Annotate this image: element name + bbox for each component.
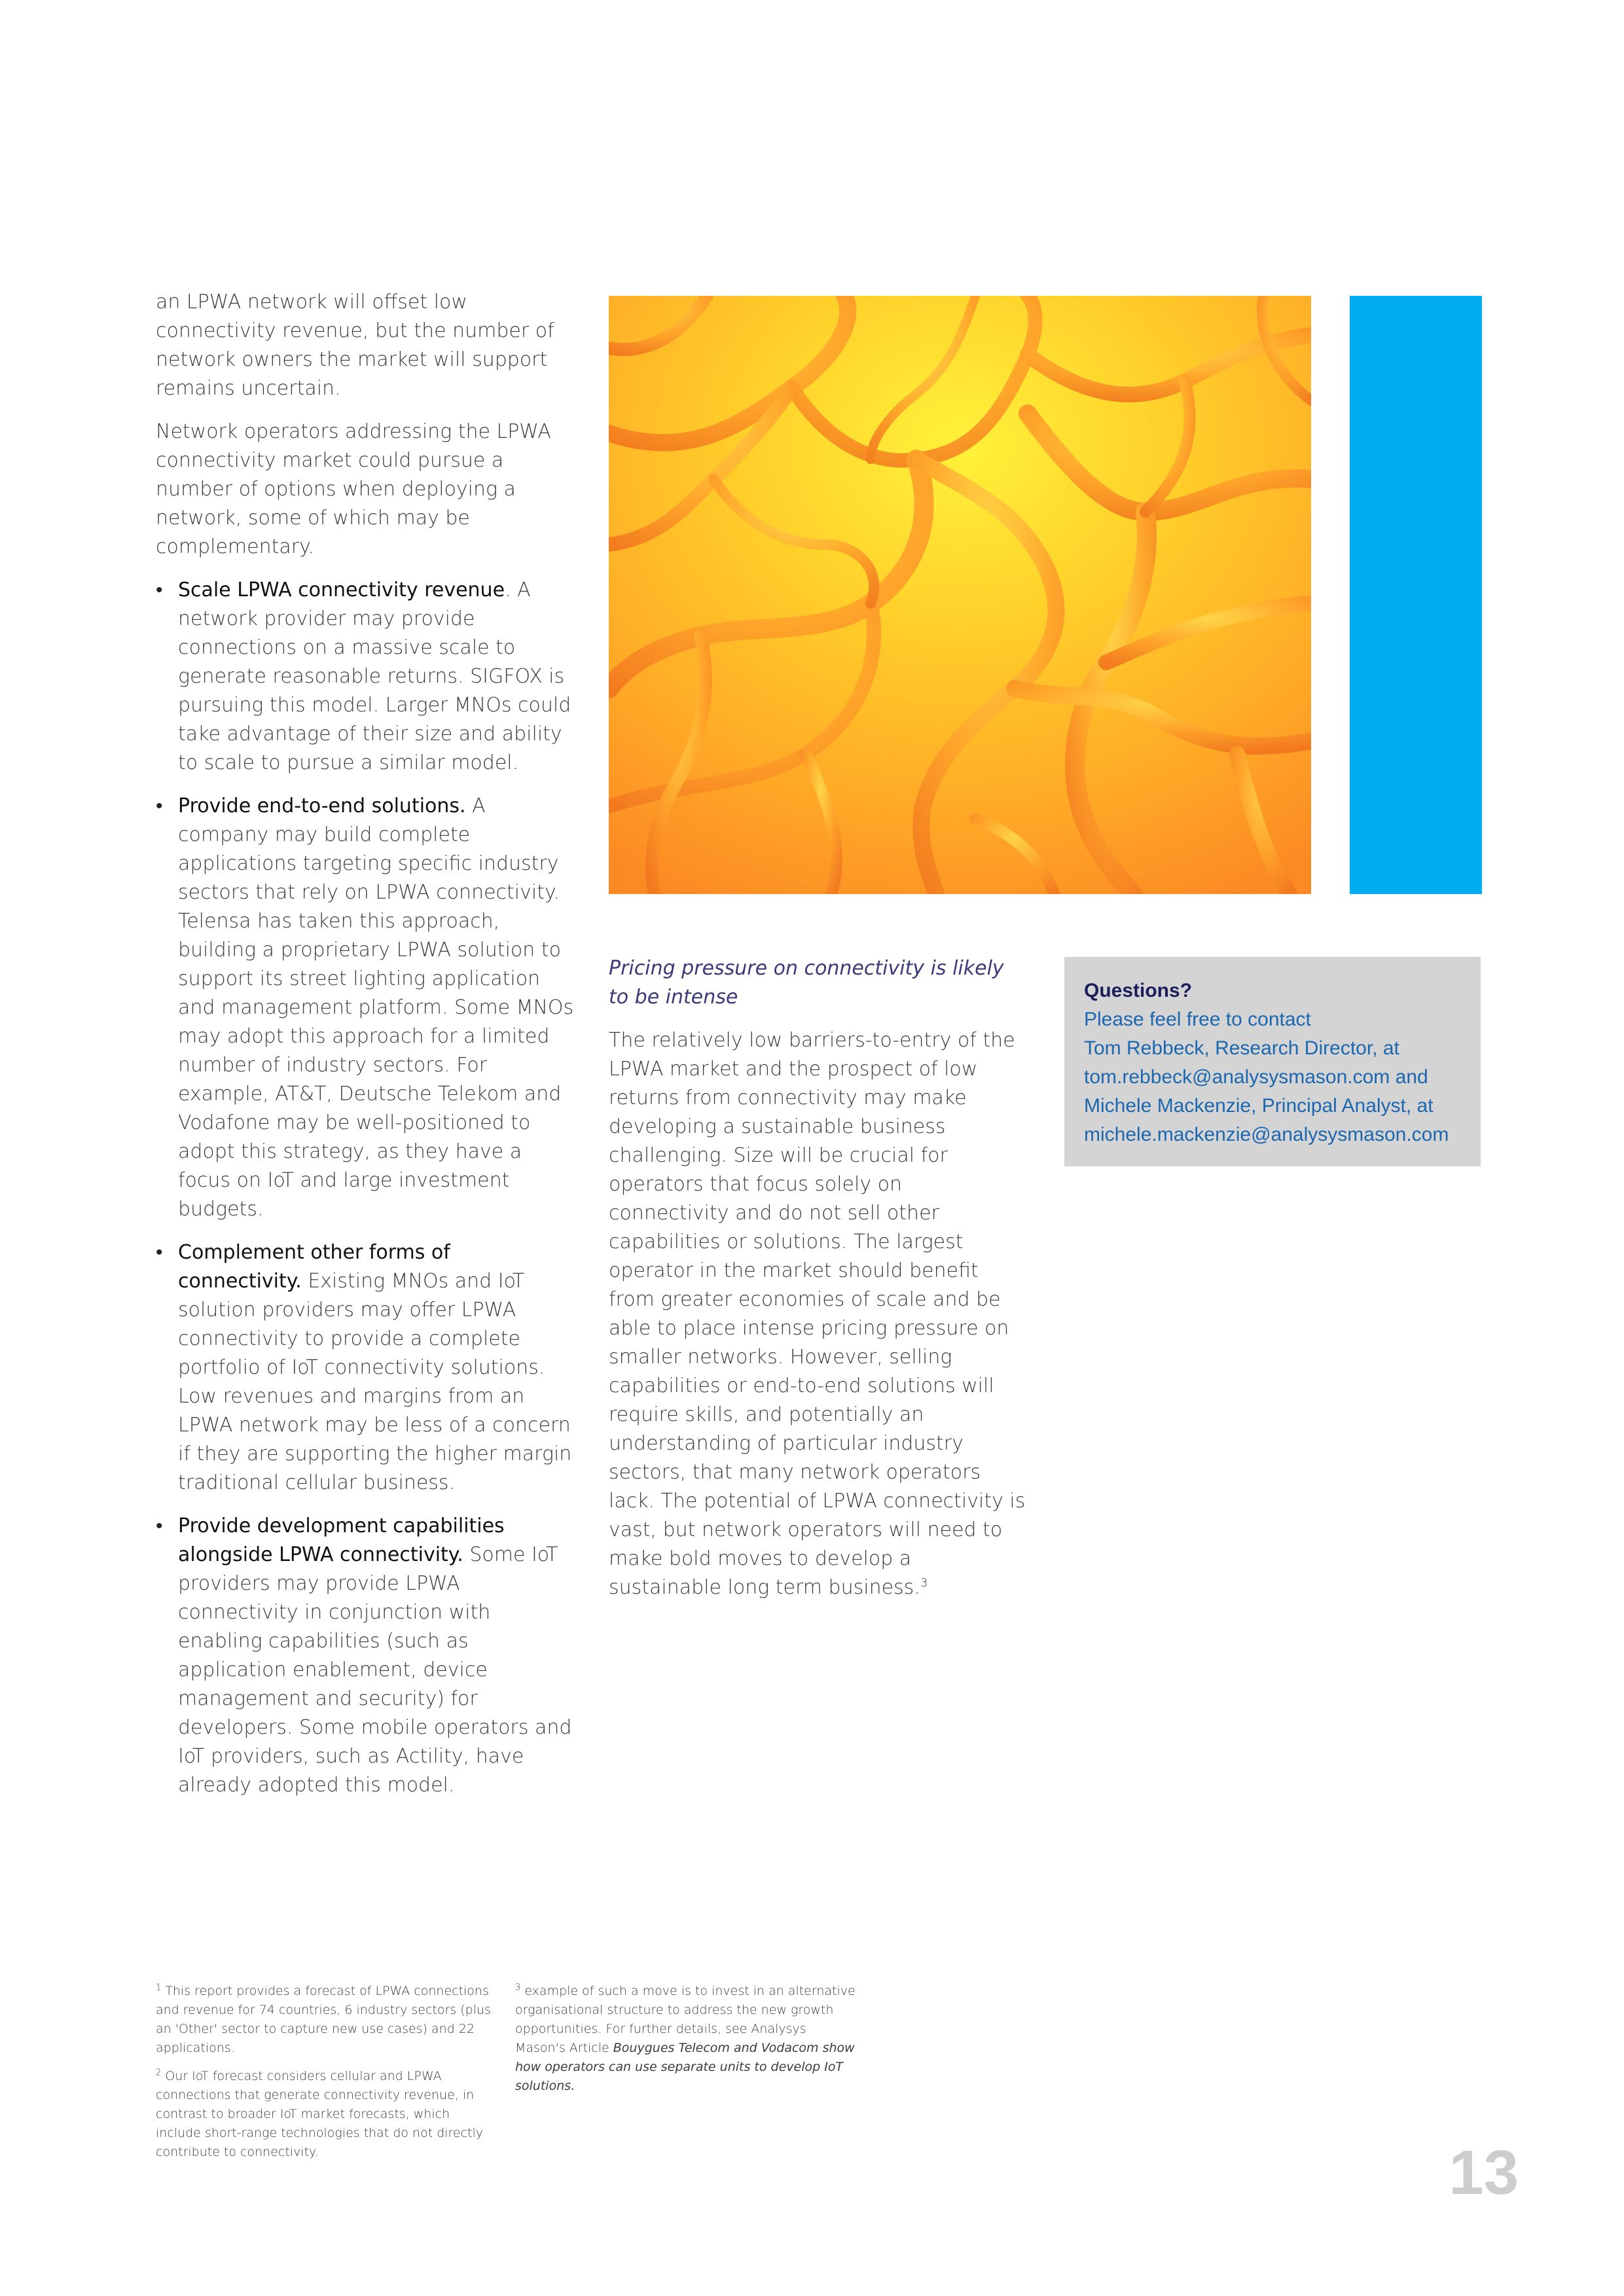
paragraph: Network operators addressing the LPWA connectivity market could pursue a number of options when deploying a network, some of which may be complementary. — [156, 420, 551, 558]
footnote-number: 3 — [515, 1982, 521, 1993]
footnote-text: example of such a move is to invest in an alternative organisational structure to address the new growth opportunities. For further details, see Analysys Mason's Article — [515, 1984, 856, 2055]
questions-box — [1064, 957, 1481, 1166]
list-item — [156, 792, 575, 1224]
accent-bar — [1350, 296, 1482, 894]
page-number: 13 — [1449, 2138, 1519, 2208]
section-subheading: Pricing pressure on connectivity is likely to be intense — [609, 957, 1004, 1009]
bullet-lead: Provide end-to-end solutions. — [178, 795, 466, 817]
list-item — [156, 576, 575, 778]
footnote — [156, 1982, 493, 2058]
bullet-text: . A network provider may provide connections on a massive scale to generate reasonable returns. SIGFOX is pursuing this model. Larger MNOs could take advantage of their size and ability to scale to pursue a similar model. — [178, 579, 571, 774]
questions-title: Questions? — [1084, 980, 1193, 1001]
bullet-lead: Scale LPWA connectivity revenue — [178, 579, 505, 601]
middle-column — [609, 954, 1028, 1602]
contact-line: Michele Mackenzie, Principal Analyst, at — [1084, 1095, 1434, 1117]
footnote-ref[interactable]: 3 — [920, 1576, 928, 1590]
contact-line: Please feel free to contact — [1084, 1009, 1311, 1030]
paragraph: an LPWA network will offset low connectivity revenue, but the number of network owners the market will support remains uncertain. — [156, 291, 554, 400]
footnote-text: Our IoT forecast considers cellular and LPWA connections that generate connectivity revenue, in contrast to broader IoT market forecasts, which include short-range technologies that do not directly contribute to connectivity. — [156, 2069, 484, 2159]
hero-image — [609, 296, 1311, 894]
paragraph — [609, 1026, 1028, 1602]
footnotes-right — [515, 1982, 856, 2105]
list-item — [156, 1238, 575, 1498]
footnotes-left — [156, 1982, 493, 2171]
paragraph-text: The relatively low barriers-to-entry of the LPWA market and the prospect of low returns from connectivity may make developing a sustainable business challenging. Size will be crucial for operators that focus solely on connectivity and do not sell other capabilities or solutions. The largest operator in the market should benefit from greater economies of scale and be able to place intense pricing pressure on smaller networks. However, selling capabilities or end-to-end solutions will require skills, and potentially an understanding of particular industry sectors, that many network operators lack. The potential of LPWA connectivity is vast, but network operators will need to make bold moves to develop a sustainable long term business. — [609, 1029, 1026, 1599]
bullet-text: A company may build complete applications targeting specific industry sectors that rely on LPWA connectivity. Telensa has taken this approach, building a proprietary LPWA solution to support its street lighting application and management platform. Some MNOs may adopt this approach for a limited number of industry sectors. For example, AT&T, Deutsche Telekom and Vodafone may be well-positioned to adopt this strategy, as they have a focus on IoT and large investment budgets. — [178, 795, 574, 1221]
bullet-text: Some IoT providers may provide LPWA connectivity in conjunction with enabling capabilities (such as application enablement, device management and security) for developers. Some mobile operators and IoT providers, such as Actility, have already adopted this model. — [178, 1543, 572, 1797]
left-column — [156, 288, 575, 1814]
contact-email-link[interactable]: michele.mackenzie@analysysmason.com — [1084, 1124, 1449, 1145]
list-item — [156, 1512, 575, 1800]
footnote — [515, 1982, 856, 2096]
footnote-number: 2 — [156, 2068, 162, 2078]
article-title: Bouygues Telecom and Vodacom show how operators can use separate units to develop IoT solutions. — [515, 2041, 855, 2093]
bullet-text: Existing MNOs and IoT solution providers may offer LPWA connectivity to provide a complete portfolio of IoT connectivity solutions. Low revenues and margins from an LPWA network may be less of a concern if they are supporting the higher margin traditional cellular business. — [178, 1270, 572, 1494]
options-list — [156, 576, 575, 1800]
footnote — [156, 2067, 493, 2162]
bullet-lead: Provide development capabilities alongside LPWA connectivity. — [178, 1515, 505, 1566]
bullet-lead: Complement other forms of connectivity. — [178, 1241, 450, 1293]
footnote-number: 1 — [156, 1982, 162, 1993]
contact-line: Tom Rebbeck, Research Director, at — [1084, 1037, 1399, 1059]
footnote-text: This report provides a forecast of LPWA connections and revenue for 74 countries, 6 industry sectors (plus an 'Other' sector to capture new use cases) and 22 applications. — [156, 1984, 491, 2055]
contact-email-link[interactable]: tom.rebbeck@analysysmason.com and — [1084, 1066, 1428, 1088]
